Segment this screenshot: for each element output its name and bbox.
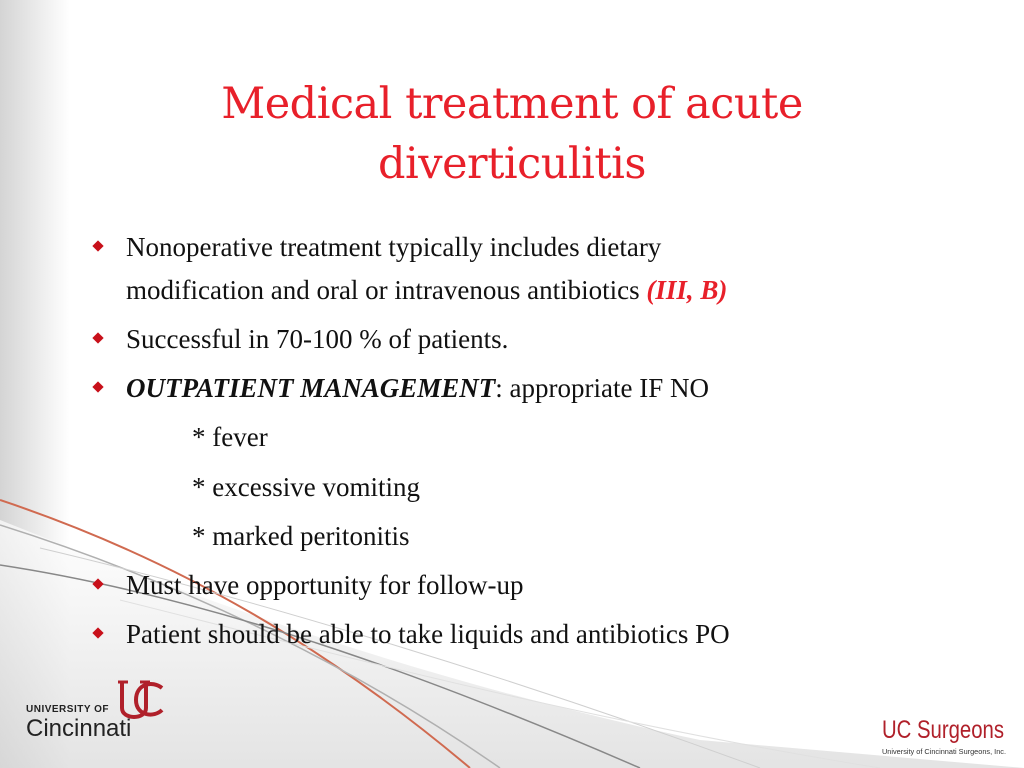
evidence-citation: (III, B): [646, 275, 728, 305]
logo-ucs-sub-text: University of Cincinnati Surgeons, Inc.: [882, 749, 1007, 756]
logo-uc-bottom-text: Cincinnati: [26, 715, 132, 742]
bullet-1-line-1: Nonoperative treatment typically includes dietary: [126, 232, 662, 262]
diamond-bullet-icon: [92, 578, 103, 589]
logo-ucs-main-text: UC Surgeons: [882, 716, 1004, 744]
bullet-3: [126, 372, 709, 404]
diamond-bullet-icon: [92, 627, 103, 638]
diamond-bullet-icon: [92, 240, 103, 251]
bullet-1-line-2-text: modification and oral or intravenous antibiotics: [126, 275, 640, 305]
diamond-bullet-icon: [92, 381, 103, 392]
title-line-2: diverticulitis: [378, 139, 646, 189]
outpatient-management-label: OUTPATIENT MANAGEMENT: [126, 373, 496, 403]
sub-item-vomiting: * excessive vomiting: [192, 472, 420, 502]
uc-surgeons-logo: [880, 712, 1020, 762]
sub-item-peritonitis: * marked peritonitis: [192, 521, 410, 551]
title-line-1: Medical treatment of acute: [221, 79, 803, 129]
bullet-4: Must have opportunity for follow-up: [126, 570, 524, 600]
uc-monogram-icon: [118, 682, 162, 717]
bullet-1-line-2: [126, 274, 727, 306]
logo-uc-top-text: UNIVERSITY OF: [26, 704, 109, 715]
bullet-5: Patient should be able to take liquids and antibiotics PO: [126, 619, 730, 649]
sub-item-fever: * fever: [192, 422, 268, 452]
bullet-3-rest: : appropriate IF NO: [495, 373, 709, 403]
bullet-2: Successful in 70-100 % of patients.: [126, 324, 509, 354]
diamond-bullet-icon: [92, 332, 103, 343]
university-of-cincinnati-logo: [24, 676, 184, 748]
